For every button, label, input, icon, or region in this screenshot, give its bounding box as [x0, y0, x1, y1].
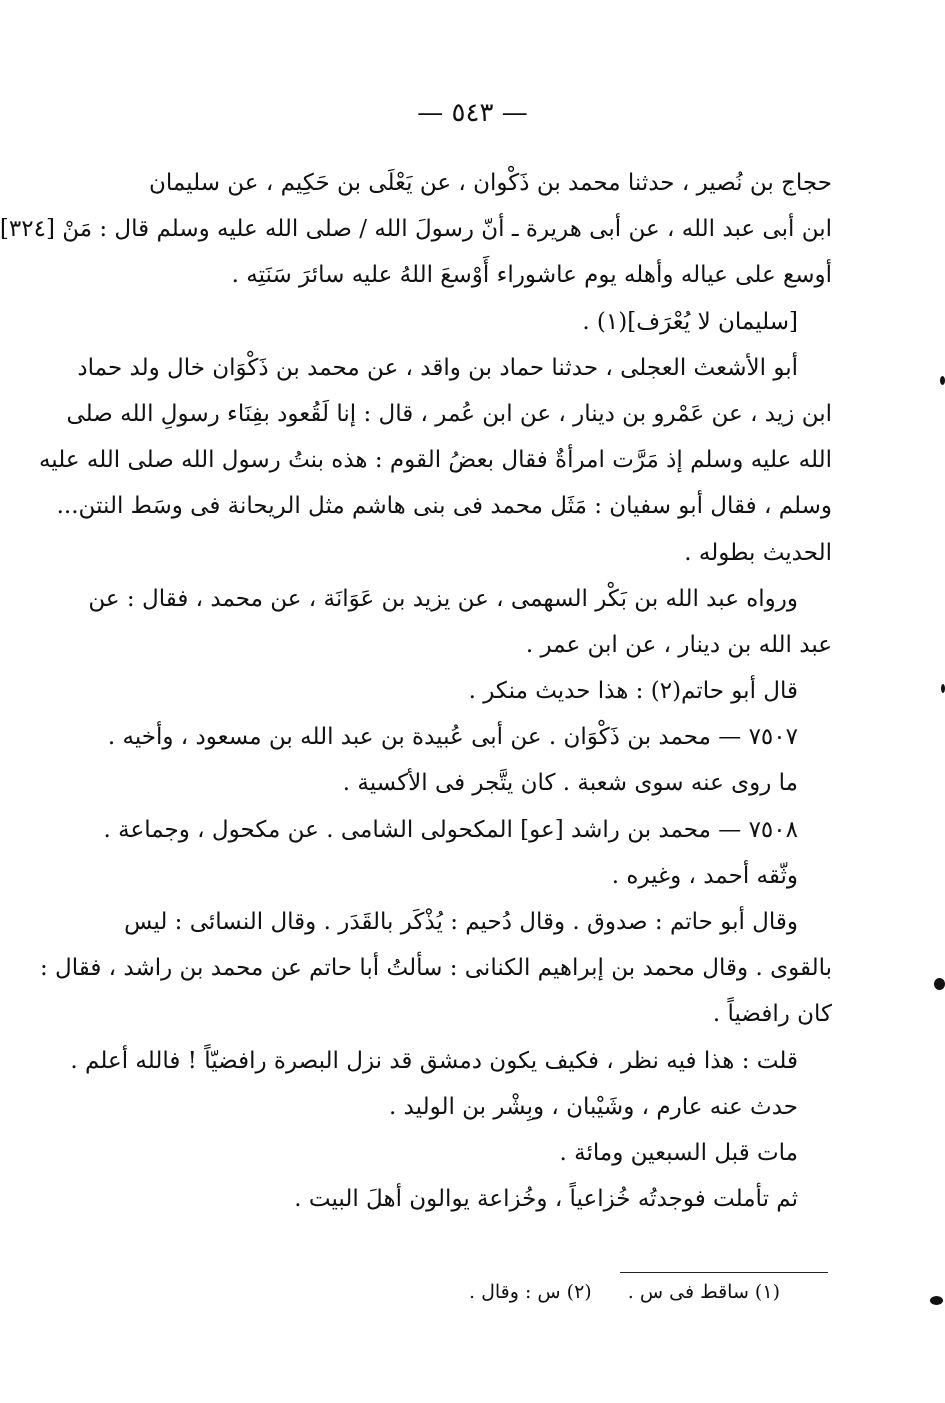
text-line: أوسع على عياله وأهله يوم عاشوراء أَوْسعَ اللهُ عليه سائرَ سَنَتِه .: [231, 262, 832, 289]
text-line: قلت : هذا فيه نظر ، فكيف يكون دمشق قد نزل البصرة رافضيّاً ! فالله أعلم .: [70, 1047, 798, 1074]
text-line: ابن أبى عبد الله ، عن أبى هريرة ـ أنّ رسولَ الله / صلى الله عليه وسلم قال : مَنْ [٣٢٤]: [0, 216, 832, 243]
text-line: ثم تأملت فوجدتُه خُزاعياً ، وخُزاعة يوالون أهلَ البيت .: [294, 1186, 798, 1213]
page-number: — ٥٤٣ —: [417, 98, 528, 128]
text-line: بالقوى . وقال محمد بن إبراهيم الكنانى : سألتُ أبا حاتم عن محمد بن راشد ، فقال :: [39, 955, 832, 982]
entry-heading: ٧٥٠٧ — محمد بن ذَكْوَان . عن أبى عُبيدة بن عبد الله بن مسعود ، وأخيه .: [107, 724, 798, 751]
margin-speck: [930, 1296, 943, 1305]
text-line: كان رافضياً .: [712, 1001, 832, 1028]
text-line: وثّقه أحمد ، وغيره .: [611, 862, 798, 889]
footnote-divider: [620, 1272, 828, 1273]
text-line: أبو الأشعث العجلى ، حدثنا حماد بن واقد ، عن محمد بن ذَكْوَان خال ولد حماد: [77, 354, 798, 381]
footnotes: [400, 1277, 780, 1307]
entry-heading: ٧٥٠٨ — محمد بن راشد [عو] المكحولى الشامى . عن مكحول ، وجماعة .: [103, 816, 798, 843]
text-line: وسلم ، فقال أبو سفيان : مَثَل محمد فى بنى هاشم مثل الريحانة فى وسَط النتن...: [56, 493, 832, 520]
text-line: الحديث بطوله .: [684, 539, 832, 566]
margin-speck: [934, 978, 945, 990]
text-line: عبد الله بن دينار ، عن ابن عمر .: [525, 631, 832, 658]
text-line: مات قبل السبعين ومائة .: [559, 1139, 798, 1166]
text-line: ما روى عنه سوى شعبة . كان يتَّجر فى الأكسية .: [342, 770, 798, 797]
main-text: [0, 160, 832, 1222]
text-line: الله عليه وسلم إذ مَرَّت امرأةٌ فقال بعضُ القوم : هذه بنتُ رسول الله صلى الله عليه: [38, 447, 832, 474]
text-line: وقال أبو حاتم : صدوق . وقال دُحيم : يُذْكَر بالقَدَر . وقال النسائى : ليس: [124, 909, 798, 935]
text-line: [سليمان لا يُعْرَف](١) .: [582, 308, 798, 335]
text-line: حجاج بن نُصير ، حدثنا محمد بن ذَكْوان ، عن يَعْلَى بن حَكِيم ، عن سليمان: [148, 170, 832, 196]
text-line: ابن زيد ، عن عَمْرو بن دينار ، عن ابن عُمر ، قال : إنا لَقُعود بفِنَاء رسولِ الله صلى: [66, 400, 832, 427]
text-line: حدث عنه عارم ، وشَيْبان ، وبِشْر بن الوليد .: [388, 1093, 798, 1120]
footnote-1: (١) ساقط فى س .: [627, 1281, 780, 1303]
footnote-2: (٢) س : وقال .: [469, 1281, 592, 1303]
text-line: ورواه عبد الله بن بَكْر السهمى ، عن يزيد بن عَوَانَة ، عن محمد ، فقال : عن: [88, 585, 798, 612]
margin-speck: [941, 684, 945, 693]
text-line: قال أبو حاتم(٢) : هذا حديث منكر .: [468, 678, 798, 705]
margin-speck: [940, 376, 945, 385]
